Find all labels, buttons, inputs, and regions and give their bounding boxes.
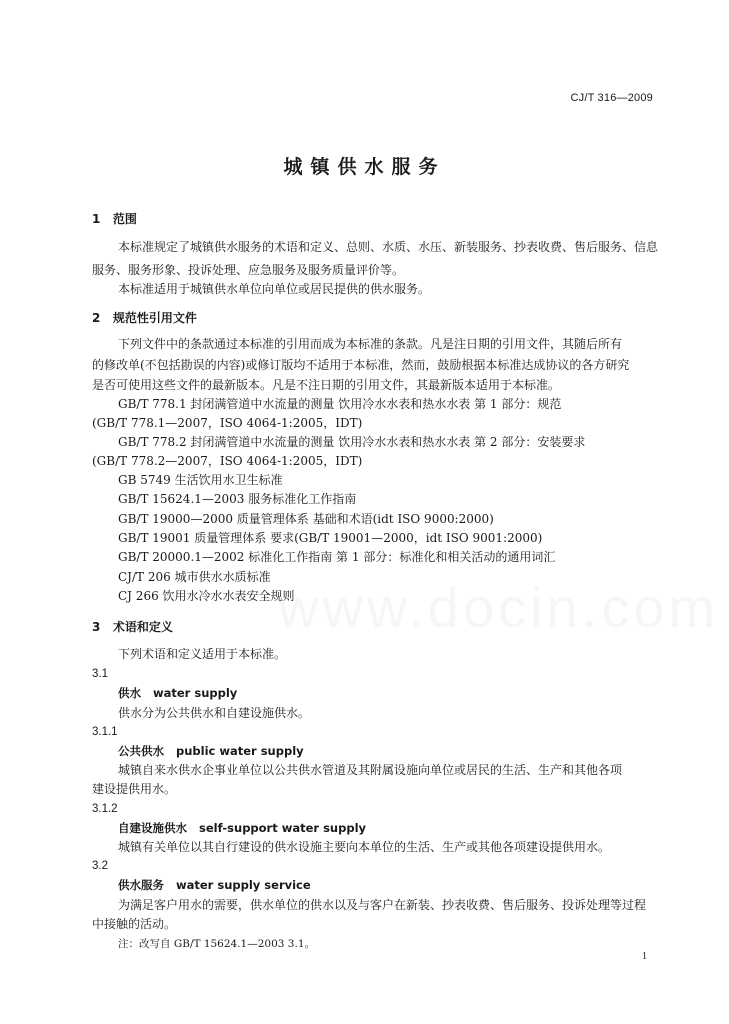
section-1-paragraph-line: 本标准规定了城镇供水服务的术语和定义、总则、水质、水压、新装服务、抄表收费、售后服务、信息 (118, 240, 659, 254)
standard-code: CJ/T 316—2009 (570, 92, 653, 104)
term-3-1-definition: 供水分为公共供水和自建设施供水。 (118, 706, 311, 720)
term-3-1-1-definition-line: 城镇自来水供水企事业单位以公共供水管道及其附属设施向单位或居民的生活、生产和其他各项 (118, 763, 623, 777)
section-1-heading (92, 211, 137, 227)
term-3-1-2-title (118, 820, 366, 836)
term-3-1-1-en: public water supply (176, 744, 304, 758)
term-3-2-zh: 供水服务 (118, 878, 164, 892)
reference-entry-continuation: (GB/T 778.1—2007，ISO 4064-1:2005，IDT) (92, 416, 363, 430)
reference-entry: GB 5749 生活饮用水卫生标准 (118, 473, 283, 487)
term-3-1-number: 3.1 (92, 668, 108, 680)
term-3-2-title (118, 877, 311, 893)
term-3-2-note: 注：改写自 GB/T 15624.1—2003 3.1。 (118, 938, 315, 950)
reference-entry: CJ/T 206 城市供水水质标准 (118, 570, 271, 584)
term-3-1-title (118, 685, 237, 701)
term-3-1-2-definition: 城镇有关单位以其自行建设的供水设施主要向本单位的生活、生产或其他各项建设提供用水。 (118, 840, 611, 854)
reference-entry: GB/T 20000.1—2002 标准化工作指南 第 1 部分：标准化和相关活动的通用词汇 (118, 550, 556, 564)
section-1-paragraph-line: 服务、服务形象、投诉处理、应急服务及服务质量评价等。 (92, 263, 405, 277)
term-3-2-definition-line: 中接触的活动。 (92, 917, 177, 931)
watermark: www.docin.com (278, 576, 720, 639)
reference-entry: GB/T 778.2 封闭满管道中水流量的测量 饮用冷水水表和热水水表 第 2 部分：安装要求 (118, 435, 586, 449)
section-2-intro-line: 下列文件中的条款通过本标准的引用而成为本标准的条款。凡是注日期的引用文件，其随后所有 (118, 337, 623, 351)
term-3-2-en: water supply service (176, 878, 311, 892)
term-3-1-2-number: 3.1.2 (92, 803, 118, 815)
reference-entry: GB/T 778.1 封闭满管道中水流量的测量 饮用冷水水表和热水水表 第 1 部分：规范 (118, 397, 562, 411)
reference-entry: CJ 266 饮用水冷水水表安全规则 (118, 589, 295, 603)
term-3-1-1-title (118, 743, 304, 759)
term-3-1-2-zh: 自建设施供水 (118, 821, 187, 835)
reference-entry-continuation: (GB/T 778.2—2007，ISO 4064-1:2005，IDT) (92, 454, 363, 468)
section-3-title: 术语和定义 (112, 620, 173, 634)
term-3-1-1-zh: 公共供水 (118, 744, 164, 758)
section-1-title: 范围 (112, 212, 137, 226)
reference-entry: GB/T 15624.1—2003 服务标准化工作指南 (118, 492, 357, 506)
section-2-number: 2 (92, 311, 101, 325)
term-3-2-number: 3.2 (92, 860, 108, 872)
document-title: 城镇供水服务 (283, 156, 446, 178)
term-3-1-en: water supply (153, 686, 238, 700)
reference-entry: GB/T 19001 质量管理体系 要求(GB/T 19001—2000，idt ISO 9001:2000) (118, 531, 543, 545)
section-1-number: 1 (92, 212, 101, 226)
page-number: 1 (642, 951, 647, 962)
term-3-1-1-number: 3.1.1 (92, 726, 118, 738)
section-2-intro-line: 的修改单(不包括勘误的内容)或修订版均不适用于本标准，然而，鼓励根据本标准达成协议的各方研究 (92, 358, 630, 372)
section-2-heading (92, 310, 197, 326)
term-3-2-definition-line: 为满足客户用水的需要，供水单位的供水以及与客户在新装、抄表收费、售后服务、投诉处理等过程 (118, 898, 647, 912)
term-3-1-1-definition-line: 建设提供用水。 (92, 782, 177, 796)
section-3-number: 3 (92, 620, 101, 634)
term-3-1-zh: 供水 (118, 686, 141, 700)
reference-entry: GB/T 19000—2000 质量管理体系 基础和术语(idt ISO 9000:2000) (118, 512, 494, 526)
section-3-heading (92, 619, 173, 635)
section-1-paragraph: 本标准适用于城镇供水单位向单位或居民提供的供水服务。 (118, 282, 431, 296)
section-3-intro: 下列术语和定义适用于本标准。 (118, 647, 287, 661)
term-3-1-2-en: self-support water supply (199, 821, 367, 835)
section-2-intro-line: 是否可使用这些文件的最新版本。凡是不注日期的引用文件，其最新版本适用于本标准。 (92, 378, 561, 392)
section-2-title: 规范性引用文件 (112, 311, 197, 325)
